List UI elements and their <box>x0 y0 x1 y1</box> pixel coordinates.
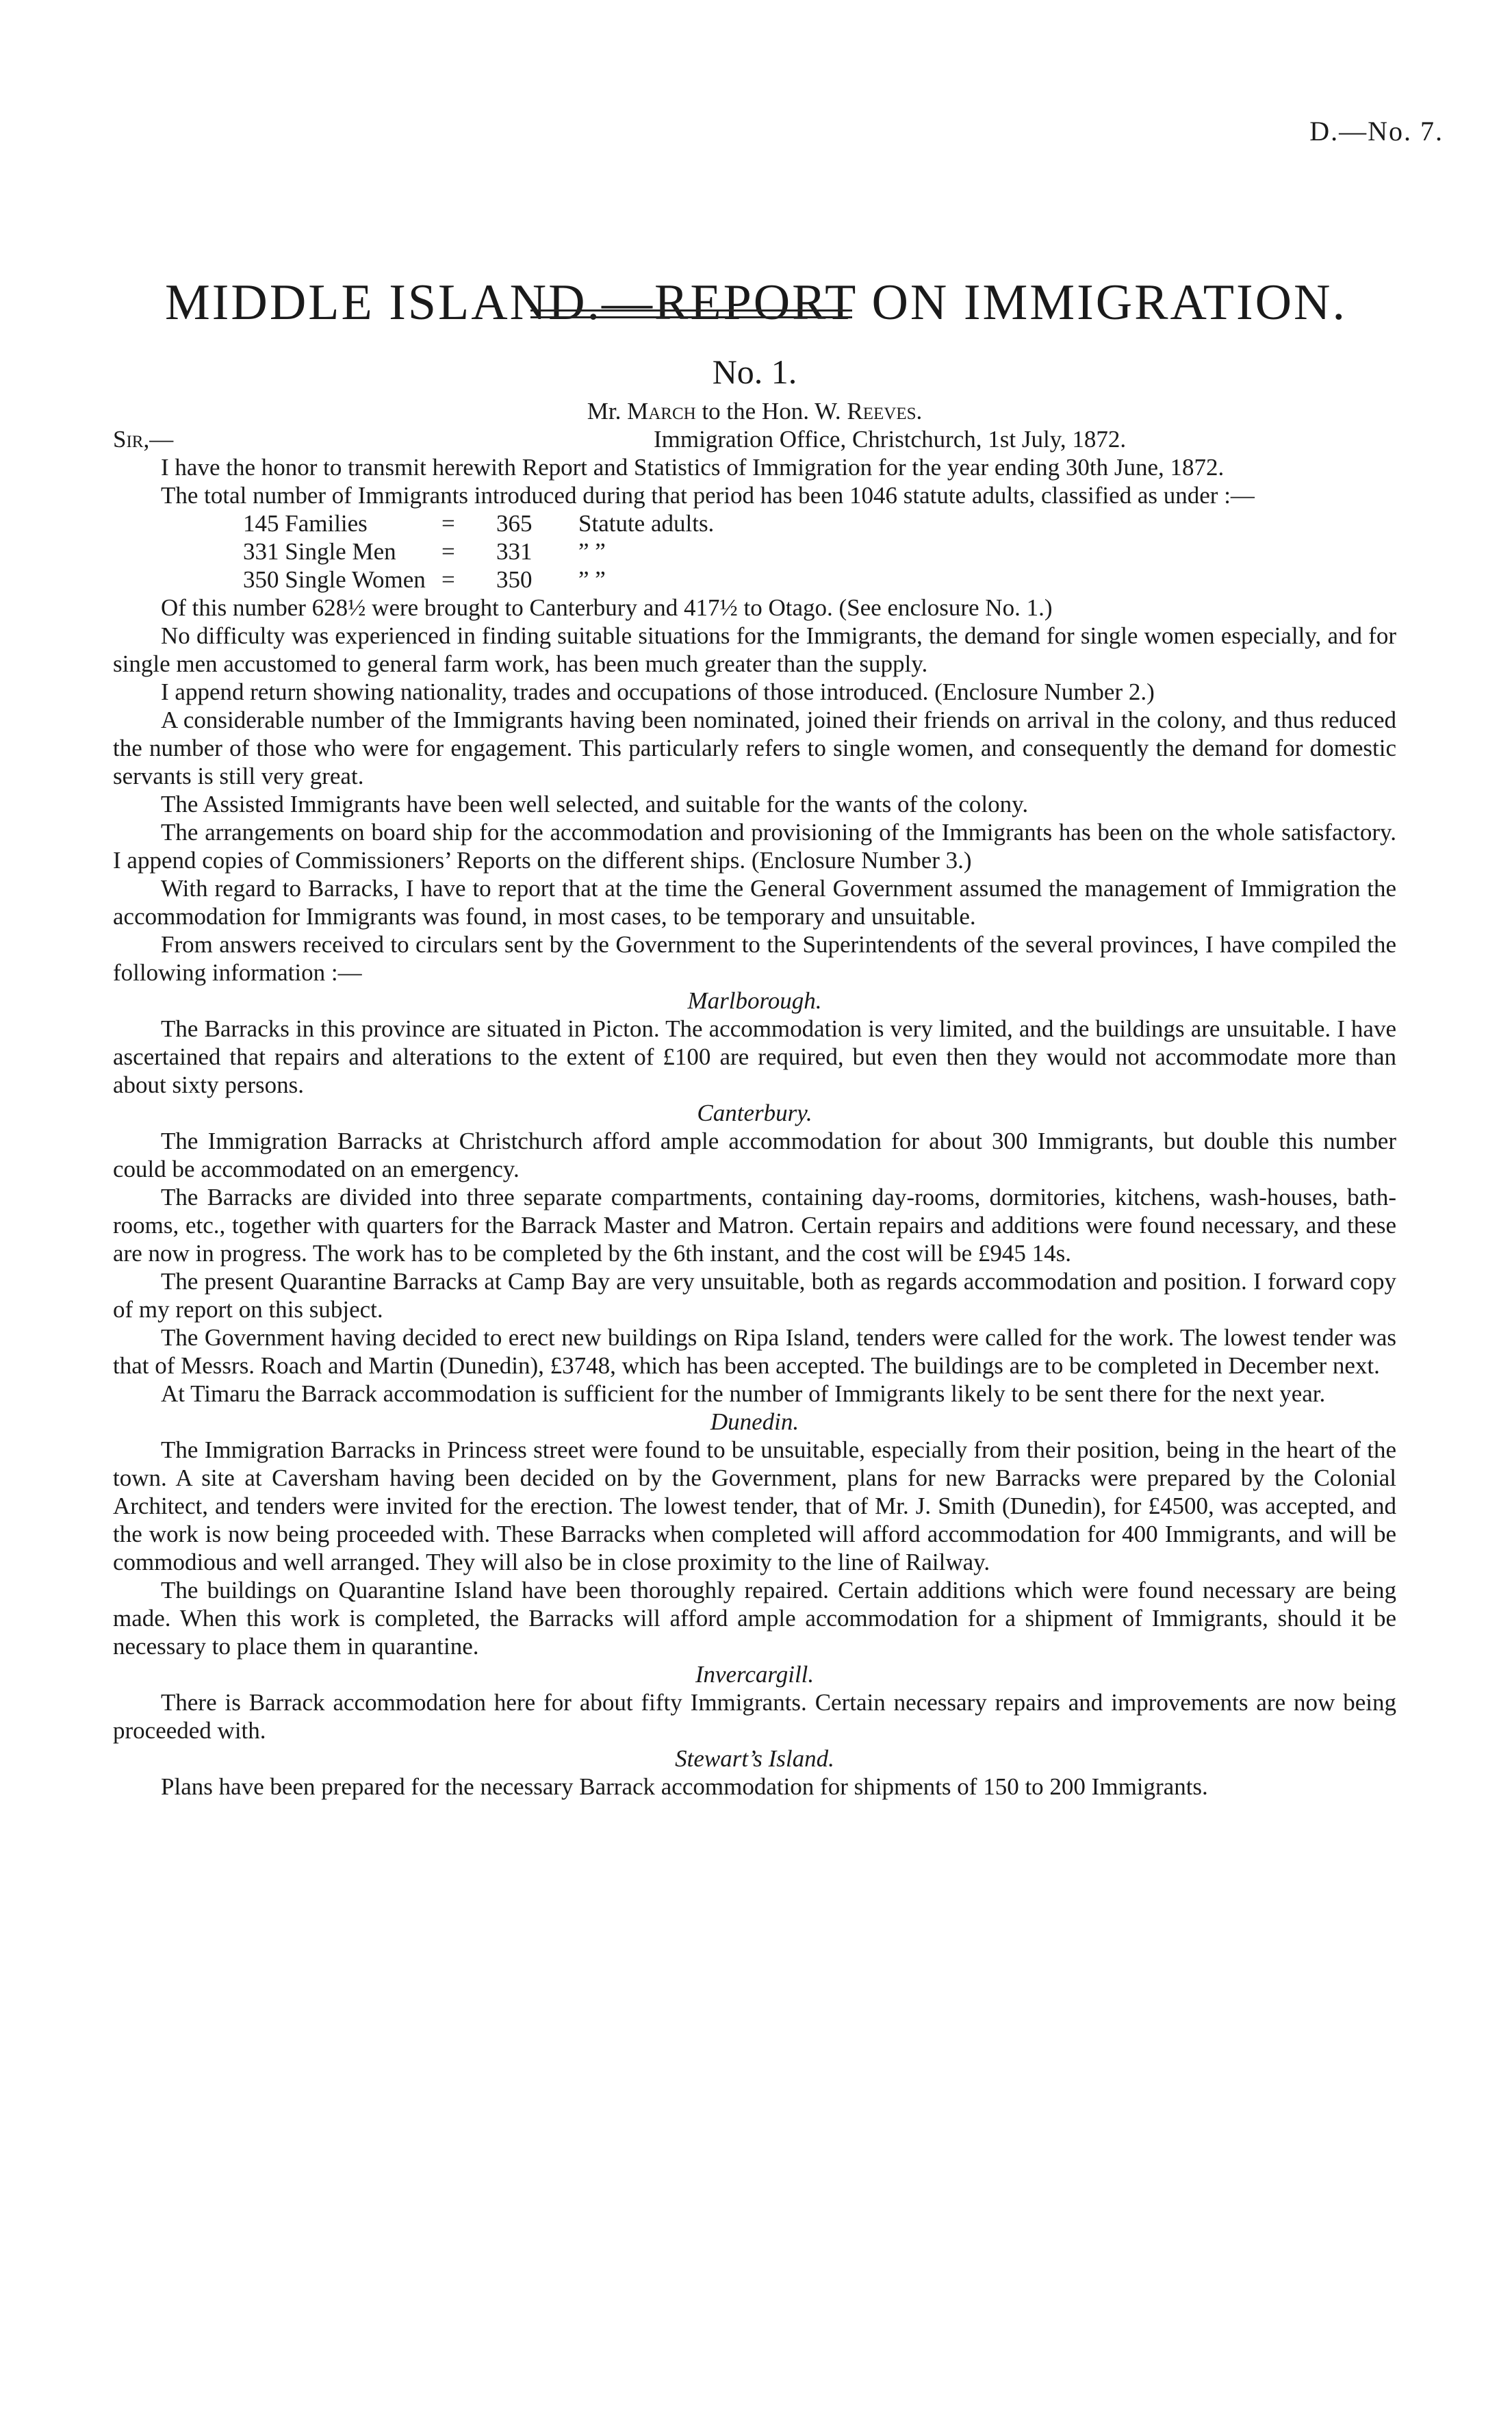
paragraph: The Barracks are divided into three separate compartments, containing day-rooms, dormitories, kitchens, wash-houses, bath-rooms, etc., together with quarters for the Barrack Master and Matron. Certain repairs and additions were found necessary, and these are now in progress. The work has to be completed by the 6th instant, and the cost will be £945 14s. <box>113 1184 1396 1267</box>
count-cell: 331 <box>496 538 533 565</box>
letter-addressing <box>113 397 1396 425</box>
classification-row <box>243 509 1396 537</box>
province-section <box>113 1099 1396 1408</box>
equals-cell: = <box>441 538 455 565</box>
paragraph: The Immigration Barracks at Christchurch afford ample accommodation for about 300 Immigrants, but double this number could be accommodated on an emergency. <box>113 1128 1396 1182</box>
title-rule-top <box>530 309 852 312</box>
unit-cell: ” ” <box>578 566 606 593</box>
classification-table <box>243 509 1396 594</box>
group-cell: 331 Single Men <box>243 538 396 565</box>
province-section <box>113 1408 1396 1660</box>
paragraph: I append return showing nationality, trades and occupations of those introduced. (Enclosure Number 2.) <box>161 678 1155 705</box>
paragraph: Plans have been prepared for the necessary Barrack accommodation for shipments of 150 to 200 Immigrants. <box>161 1773 1208 1800</box>
dateline: Immigration Office, Christchurch, 1st July, 1872. <box>654 426 1127 453</box>
count-cell: 350 <box>496 566 533 593</box>
province-heading: Marlborough. <box>687 987 822 1014</box>
recipient-name: Reeves <box>847 398 917 424</box>
unit-cell: Statute adults. <box>578 510 715 537</box>
letter-number: No. 1. <box>712 353 797 391</box>
paragraph: From answers received to circulars sent by the Government to the Superintendents of the several provinces, I have compiled the following information :— <box>113 931 1396 986</box>
province-heading: Stewart’s Island. <box>675 1745 834 1772</box>
paragraph: The buildings on Quarantine Island have been thoroughly repaired. Certain additions which were found necessary are being made. When this work is completed, the Barracks will afford ample accommodation for a shipment of Immigrants, should it be necessary to place them in quarantine. <box>113 1577 1396 1660</box>
equals-cell: = <box>441 566 455 593</box>
classification-row <box>243 537 1396 566</box>
opening-paragraphs <box>113 453 1396 509</box>
paragraph: I have the honor to transmit herewith Report and Statistics of Immigration for the year ending 30th June, 1872. <box>161 454 1225 481</box>
paragraph: There is Barrack accommodation here for about fifty Immigrants. Certain necessary repairs and improvements are now being proceeded with. <box>113 1689 1396 1744</box>
document-reference: D.—No. 7. <box>1309 116 1444 147</box>
count-cell: 365 <box>496 510 533 537</box>
addressing-middle: to the Hon. W. <box>695 398 847 424</box>
report-paragraphs <box>113 594 1396 987</box>
page-title: MIDDLE ISLAND.—REPORT ON IMMIGRATION. <box>164 274 1347 331</box>
province-section <box>113 1660 1396 1745</box>
paragraph: The total number of Immigrants introduced during that period has been 1046 statute adults, classified as under :— <box>161 482 1255 509</box>
paragraph: With regard to Barracks, I have to report that at the time the General Government assumed the management of Immigration the accommodation for Immigrants was found, in most cases, to be temporary and unsuitable. <box>113 875 1396 930</box>
paragraph: Of this number 628½ were brought to Canterbury and 417½ to Otago. (See enclosure No. 1.) <box>161 594 1053 621</box>
addressing-suffix: . <box>916 398 923 424</box>
paragraph: The Assisted Immigrants have been well selected, and suitable for the wants of the colony. <box>161 791 1029 817</box>
paragraph: The arrangements on board ship for the accommodation and provisioning of the Immigrants has been on the whole satisfactory. I append copies of Commissioners’ Reports on the different ships. (Enclosure Number 3.) <box>113 819 1396 874</box>
classification-row <box>243 566 1396 594</box>
paragraph: The Immigration Barracks in Princess street were found to be unsuitable, especially from their position, being in the heart of the town. A site at Caversham having been decided on by the Government, plans for new Barracks were prepared by the Colonial Architect, and tenders were invited for the erection. The lowest tender, that of Mr. J. Smith (Dunedin), for £4500, was accepted, and the work is now being proceeded with. These Barracks when completed will afford accommodation for 400 Immigrants, and will be commodious and well arranged. They will also be in close proximity to the line of Railway. <box>113 1436 1396 1575</box>
paragraph: No difficulty was experienced in finding suitable situations for the Immigrants, the demand for single women especially, and for single men accustomed to general farm work, has been much greater than the supply. <box>113 622 1396 677</box>
unit-cell: ” ” <box>578 538 606 565</box>
province-section <box>113 987 1396 1099</box>
equals-cell: = <box>441 510 455 537</box>
province-heading: Invercargill. <box>695 1661 815 1688</box>
salutation-row <box>113 425 1396 453</box>
paragraph: A considerable number of the Immigrants having been nominated, joined their friends on arrival in the colony, and thus reduced the number of those who were for engagement. This particularly refers to single women, and consequently the demand for domestic servants is still very great. <box>113 707 1396 789</box>
from-prefix: Mr. <box>587 398 628 424</box>
paragraph: The present Quarantine Barracks at Camp Bay are very unsuitable, both as regards accommodation and position. I forward copy of my report on this subject. <box>113 1268 1396 1323</box>
province-section <box>113 1745 1396 1801</box>
paragraph: At Timaru the Barrack accommodation is sufficient for the number of Immigrants likely to be sent there for the next year. <box>161 1380 1326 1407</box>
group-cell: 145 Families <box>243 510 368 537</box>
province-sections <box>113 987 1396 1801</box>
province-heading: Dunedin. <box>710 1408 799 1435</box>
title-rule-bottom <box>530 316 852 318</box>
paragraph: The Government having decided to erect new buildings on Ripa Island, tenders were called for the work. The lowest tender was that of Messrs. Roach and Martin (Dunedin), £3748, which has been accepted. The buildings are to be completed in December next. <box>113 1324 1396 1379</box>
group-cell: 350 Single Women <box>243 566 426 593</box>
salutation: Sir,— <box>113 426 174 453</box>
sender-name: March <box>627 398 696 424</box>
document-body <box>113 348 1396 1801</box>
paragraph: The Barracks in this province are situated in Picton. The accommodation is very limited, and the buildings are unsuitable. I have ascertained that repairs and alterations to the extent of £100 are required, but even then they would not accommodate more than about sixty persons. <box>113 1015 1396 1098</box>
province-heading: Canterbury. <box>697 1100 812 1126</box>
